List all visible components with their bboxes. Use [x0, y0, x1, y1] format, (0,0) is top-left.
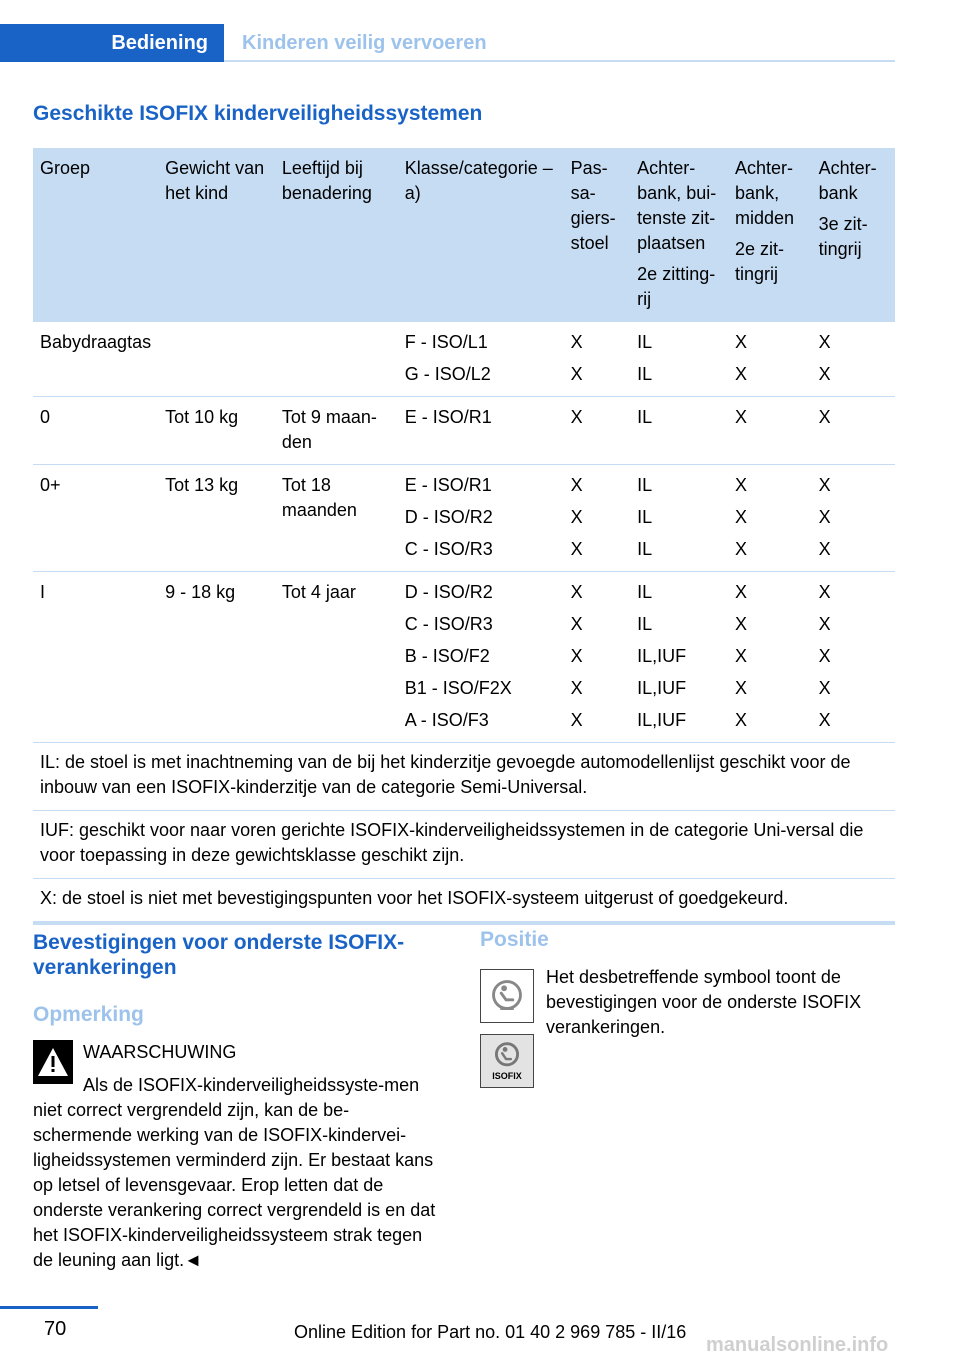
table-cell	[564, 465, 631, 572]
cell-line: X	[570, 332, 583, 352]
cell-line: IL	[637, 539, 653, 559]
cell-line: X	[818, 332, 831, 352]
section-tab: Kinderen veilig vervoeren	[242, 31, 487, 54]
table-note: X: de stoel is niet met bevestigingspunten voor het ISOFIX-systeem uitgerust of goedgekeurd.	[33, 879, 895, 924]
warning-title: WAARSCHUWING	[83, 1042, 237, 1062]
warning-text: Als de ISOFIX-kinderveiligheidssyste-men niet correct vergrendeld zijn, kan de be-schermende werking van de ISOFIX-kindervei-ligheidssystemen verminderd zijn. Er bestaat kans op letsel of levensgevaar. Erop letten dat de onderste verankering correct vergrendeld is en dat het ISOFIX-kinderveiligheidssysteem strak tegen de leuning aan ligt.◄	[33, 1075, 436, 1270]
cell-line: X	[735, 646, 748, 666]
table-cell	[728, 465, 812, 572]
cell-line: IL,IUF	[637, 710, 687, 730]
table-row	[33, 465, 895, 572]
cell-line: X	[570, 539, 583, 559]
cell-line: IL	[637, 364, 653, 384]
cell-line: IL	[637, 407, 653, 427]
cell-line: X	[818, 539, 831, 559]
table-note-row	[33, 879, 895, 924]
cell-line: E - ISO/R1	[404, 407, 492, 427]
cell-line: X	[570, 475, 583, 495]
note-heading: Opmerking	[33, 1003, 144, 1026]
cell-line: X	[570, 364, 583, 384]
isofix-symbol-label: ISOFIX	[492, 1071, 522, 1081]
cell-line: C - ISO/R3	[404, 539, 493, 559]
cell-line: X	[735, 475, 748, 495]
header-cell: Gewicht van het kind	[158, 148, 275, 322]
table-note: IUF: geschikt voor naar voren gerichte ISOFIX-kinderveiligheidssystemen in de categorie Uni-versal die voor toepassing in deze gewichtsklasse geschikt zijn.	[33, 811, 895, 879]
header-cell: Achter-bank, midden 2e zit-tingrij	[728, 148, 812, 322]
cell-line: B - ISO/F2	[404, 646, 490, 666]
table-header-row	[33, 148, 895, 322]
table-cell	[630, 397, 728, 465]
table-cell	[630, 572, 728, 743]
table-cell	[564, 397, 631, 465]
isofix-anchor-symbol	[480, 969, 534, 1023]
cell-line: X	[735, 507, 748, 527]
cell-line: X	[570, 407, 583, 427]
cell-line: X	[735, 614, 748, 634]
cell-line: E - ISO/R1	[404, 475, 492, 495]
table-row	[33, 572, 895, 743]
cell-line: X	[735, 582, 748, 602]
table-cell: I	[33, 572, 158, 743]
cell-line: X	[818, 646, 831, 666]
cell-line: C - ISO/R3	[404, 614, 493, 634]
header-cell: Leeftijd bij benadering	[275, 148, 398, 322]
cell-line: X	[570, 646, 583, 666]
cell-line: IL,IUF	[637, 678, 687, 698]
table-cell	[630, 465, 728, 572]
table-cell: Tot 4 jaar	[275, 572, 398, 743]
table-note-row	[33, 811, 895, 879]
cell-line: X	[818, 475, 831, 495]
cell-line: G - ISO/L2	[404, 364, 491, 384]
cell-line: X	[735, 407, 748, 427]
header-cell: Achter-bank, bui-tenste zit-plaatsen 2e zitting-rij	[630, 148, 728, 322]
table-cell: Tot 9 maan-den	[275, 397, 398, 465]
cell-line: B1 - ISO/F2X	[404, 678, 512, 698]
cell-line: X	[735, 539, 748, 559]
table-cell	[630, 322, 728, 397]
cell-line: X	[818, 678, 831, 698]
chapter-tab: Bediening	[0, 24, 224, 62]
watermark: manualsonline.info	[706, 1334, 889, 1356]
table-row	[33, 322, 895, 397]
cell-line: X	[570, 710, 583, 730]
table-cell: Tot 13 kg	[158, 465, 275, 572]
cell-line: X	[570, 614, 583, 634]
page-header	[0, 0, 895, 62]
cell-line: X	[818, 364, 831, 384]
header-cell: Klasse/categorie – a)	[398, 148, 564, 322]
position-heading: Positie	[480, 928, 549, 951]
table-cell	[728, 397, 812, 465]
page-title: Geschikte ISOFIX kinderveiligheidssystemen	[33, 102, 483, 125]
table-cell	[564, 572, 631, 743]
cell-line: D - ISO/R2	[404, 582, 493, 602]
cell-line: X	[735, 332, 748, 352]
cell-line: D - ISO/R2	[404, 507, 493, 527]
table-cell	[398, 465, 564, 572]
table-cell	[158, 322, 275, 397]
table-cell	[728, 572, 812, 743]
table-note: IL: de stoel is met inachtneming van de bij het kinderzitje gevoegde automodellenlijst geschikt voor de inbouw van een ISOFIX-kinderzitje van de categorie Semi-Universal.	[33, 743, 895, 811]
cell-line: IL	[637, 507, 653, 527]
table-cell	[812, 322, 895, 397]
table-cell: Babydraagtas	[33, 322, 158, 397]
header-cell: Achter-bank 3e zit-tingrij	[812, 148, 895, 322]
table-cell	[398, 322, 564, 397]
header-rule	[224, 60, 895, 62]
cell-line: X	[818, 614, 831, 634]
isofix-anchor-heading: Bevestigingen voor onderste ISOFIX-verankeringen	[33, 931, 405, 979]
footer-rule	[0, 1306, 98, 1309]
cell-line: X	[818, 582, 831, 602]
header-cell: Pas-sa-giers-stoel	[564, 148, 631, 322]
table-cell	[812, 465, 895, 572]
table-cell: 0	[33, 397, 158, 465]
cell-line: X	[818, 507, 831, 527]
table-note-row	[33, 743, 895, 811]
isofix-label-symbol	[480, 1034, 534, 1088]
isofix-table	[33, 148, 895, 925]
table-row	[33, 397, 895, 465]
table-cell	[398, 572, 564, 743]
cell-line: IL	[637, 475, 653, 495]
cell-line: IL	[637, 614, 653, 634]
cell-line: X	[735, 678, 748, 698]
table-cell	[275, 322, 398, 397]
cell-line: IL	[637, 332, 653, 352]
table-cell	[812, 397, 895, 465]
cell-line: X	[570, 582, 583, 602]
table-cell	[564, 322, 631, 397]
table-cell: 9 - 18 kg	[158, 572, 275, 743]
table-cell	[812, 572, 895, 743]
cell-line: IL	[637, 582, 653, 602]
cell-line: F - ISO/L1	[404, 332, 488, 352]
table-cell: Tot 10 kg	[158, 397, 275, 465]
cell-line: X	[818, 407, 831, 427]
cell-line: X	[570, 507, 583, 527]
cell-line: X	[735, 364, 748, 384]
child-seat-icon	[481, 970, 533, 1022]
table-cell: 0+	[33, 465, 158, 572]
cell-line: X	[570, 678, 583, 698]
cell-line: A - ISO/F3	[404, 710, 489, 730]
header-cell: Groep	[33, 148, 158, 322]
table-cell: Tot 18 maanden	[275, 465, 398, 572]
cell-line: IL,IUF	[637, 646, 687, 666]
page-number: 70	[44, 1318, 67, 1340]
cell-line: X	[818, 710, 831, 730]
cell-line: X	[735, 710, 748, 730]
table-cell	[728, 322, 812, 397]
table-cell	[398, 397, 564, 465]
position-text: Het desbetreffende symbool toont de bevestigingen voor de onderste ISOFIX verankeringen.	[546, 967, 862, 1037]
edition-info: Online Edition for Part no. 01 40 2 969 785 - II/16	[294, 1322, 687, 1342]
